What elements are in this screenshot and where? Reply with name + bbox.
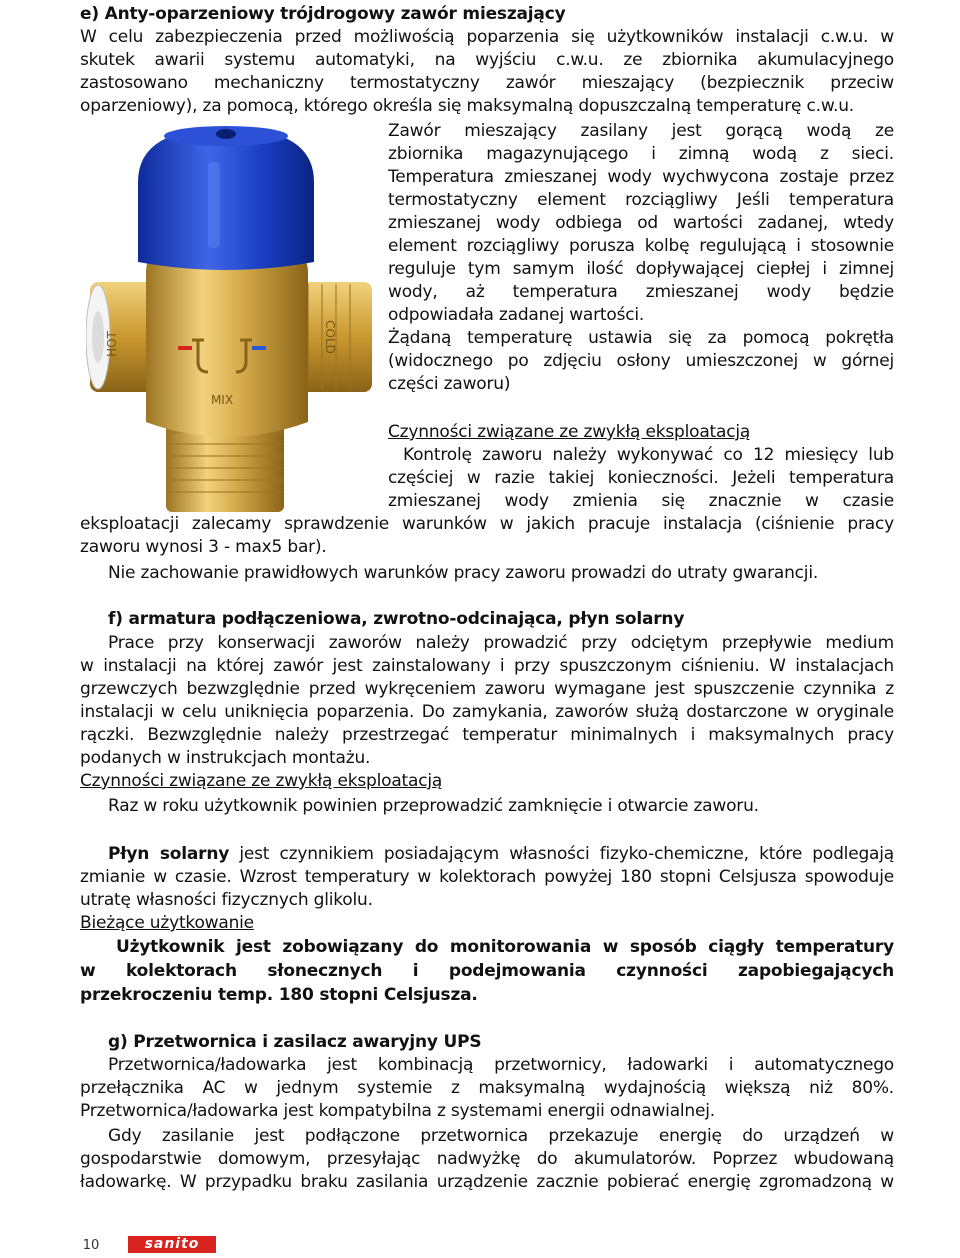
- valve-description-line: Zawór mieszający zasilany jest gorącą wodą ze: [388, 121, 894, 141]
- section-g-paragraph-line: Gdy zasilanie jest podłączone przetwornica przekazuje energię do urządzeń w: [108, 1126, 894, 1146]
- section-g-paragraph-line: gospodarstwie domowym, przesyłając nadwyżkę do akumulatorów. Poprzez wbudowaną: [80, 1149, 894, 1169]
- section-e-intro-line: oparzeniowy), za pomocą, którego określa się maksymalną dopuszczalną temperaturę c.w.u.: [80, 96, 854, 116]
- valve-description-line: Temperatura zmieszanej wody wychwycona zostaje przez: [388, 167, 894, 187]
- section-f-paragraph-line: Prace przy konserwacji zaworów należy prowadzić przy odciętym przepływie medium: [108, 633, 894, 653]
- section-e-ops-line: zaworu wynosi 3 - max5 bar).: [80, 537, 327, 557]
- section-e-intro-line: zastosowano mechaniczny termostatyczny zawór mieszający (bezpiecznik przeciw: [80, 73, 894, 93]
- cold-label: COLD: [323, 320, 337, 354]
- solar-fluid-text: jest czynnikiem posiadającym własności fizyko-chemiczne, które podlegają: [229, 844, 894, 864]
- section-g-paragraph-line: przełącznika AC w jednym systemie z maksymalną wydajnością większą niż 80%.: [80, 1078, 894, 1098]
- section-g-paragraph-line: ładowarkę. W przypadku braku zasilania urządzenie zacznie pobierać energię zgromadzoną w: [80, 1172, 894, 1192]
- section-e-ops-line: Kontrolę zaworu należy wykonywać co 12 miesięcy lub: [403, 445, 894, 465]
- valve-description-line: zmieszanej wody odbiega od wartości zadanej, wtedy: [388, 213, 894, 233]
- section-e-intro-line: skutek awarii systemu automatyki, na wyjściu c.w.u. ze zbiornika akumulacyjnego: [80, 50, 894, 70]
- valve-description-line: zbiornika magazynującego i zimną wodą z sieci.: [388, 144, 894, 164]
- valve-description-line: termostatyczny element rozciągliwy Jeśli temperatura: [388, 190, 894, 210]
- section-e-intro-line: W celu zabezpieczenia przed możliwością poparzenia się użytkowników instalacji c.w.u. w: [80, 27, 894, 47]
- section-e-ops-heading: Czynności związane ze zwykłą eksploatacją: [388, 422, 751, 442]
- page-number: 10: [82, 1238, 100, 1253]
- current-use-heading: Bieżące użytkowanie: [80, 913, 254, 933]
- section-g-paragraph-line: Przetwornica/ładowarka jest kompatybilna z systemami energii odnawialnej.: [80, 1101, 715, 1121]
- valve-description-line: wody, aż temperatura zmieszanej wody będzie: [388, 282, 894, 302]
- solar-fluid-line: utratę własności fizycznych glikolu.: [80, 890, 373, 910]
- section-f-ops-heading: Czynności związane ze zwykłą eksploatacją: [80, 771, 443, 791]
- valve-description-line: (widocznego po zdjęciu osłony umieszczonej w górnej: [388, 351, 894, 371]
- sanito-logo: sanito: [128, 1236, 216, 1253]
- solar-fluid-line: [108, 843, 894, 865]
- mix-label: MIX: [210, 393, 234, 407]
- monitoring-warning-line: w kolektorach słonecznych i podejmowania czynności zapobiegających: [80, 961, 894, 981]
- section-f-paragraph-line: grzewczych bezwzględnie przed wykręceniem zaworu wymagane jest spuszczenie czynnika z: [80, 679, 894, 699]
- section-f-ops-line: Raz w roku użytkownik powinien przeprowadzić zamknięcie i otwarcie zaworu.: [108, 796, 759, 816]
- section-f-paragraph-line: w instalacji na której zawór jest zainstalowany i przy spuszczonym ciśnieniu. W instalacjach: [80, 656, 894, 676]
- valve-description-line: reguluje tym samym ilość dopływającej ciepłej i zimnej: [388, 259, 894, 279]
- valve-description-line: element rozciągliwy porusza kolbę regulującą i stosownie: [388, 236, 894, 256]
- valve-description-line: odpowiadała zadanej wartości.: [388, 305, 645, 325]
- section-f-paragraph-line: podanych w instrukcjach montażu.: [80, 748, 371, 768]
- valve-description-line: Żądaną temperaturę ustawia się za pomocą pokrętła: [388, 328, 894, 348]
- section-e-ops-line: częściej w razie takiej konieczności. Jeżeli temperatura: [388, 468, 894, 488]
- solar-fluid-term: Płyn solarny: [108, 844, 230, 864]
- section-e-ops-line: zmieszanej wody zmienia się znacznie w czasie: [388, 491, 894, 511]
- mixing-valve-image: [86, 122, 376, 517]
- section-e-title: e) Anty-oparzeniowy trójdrogowy zawór mieszający: [80, 4, 566, 24]
- hot-label: HOT: [105, 331, 119, 357]
- section-f-paragraph-line: instalacji w celu uniknięcia poparzenia. Do zamykania, zaworów służą dostarczone w oryginale: [80, 702, 894, 722]
- section-f-paragraph-line: rączki. Bezwzględnie należy przestrzegać temperatur minimalnych i maksymalnych pracy: [80, 725, 894, 745]
- section-e-ops-line: eksploatacji zalecamy sprawdzenie warunków w jakich pracuje instalacja (ciśnienie pracy: [80, 514, 894, 534]
- section-f-title: f) armatura podłączeniowa, zwrotno-odcinająca, płyn solarny: [108, 609, 685, 629]
- warranty-note: Nie zachowanie prawidłowych warunków pracy zaworu prowadzi do utraty gwarancji.: [108, 563, 819, 583]
- section-g-paragraph-line: Przetwornica/ładowarka jest kombinacją przetwornicy, ładowarki i automatycznego: [108, 1055, 894, 1075]
- section-g-title: g) Przetwornica i zasilacz awaryjny UPS: [108, 1032, 482, 1052]
- solar-fluid-line: zmianie w czasie. Wzrost temperatury w kolektorach powyżej 180 stopni Celsjusza spowoduje: [80, 867, 894, 887]
- monitoring-warning-line: Użytkownik jest zobowiązany do monitorowania w sposób ciągły temperatury: [116, 937, 894, 957]
- monitoring-warning-line: przekroczeniu temp. 180 stopni Celsjusza.: [80, 985, 478, 1005]
- valve-description-line: części zaworu): [388, 374, 511, 394]
